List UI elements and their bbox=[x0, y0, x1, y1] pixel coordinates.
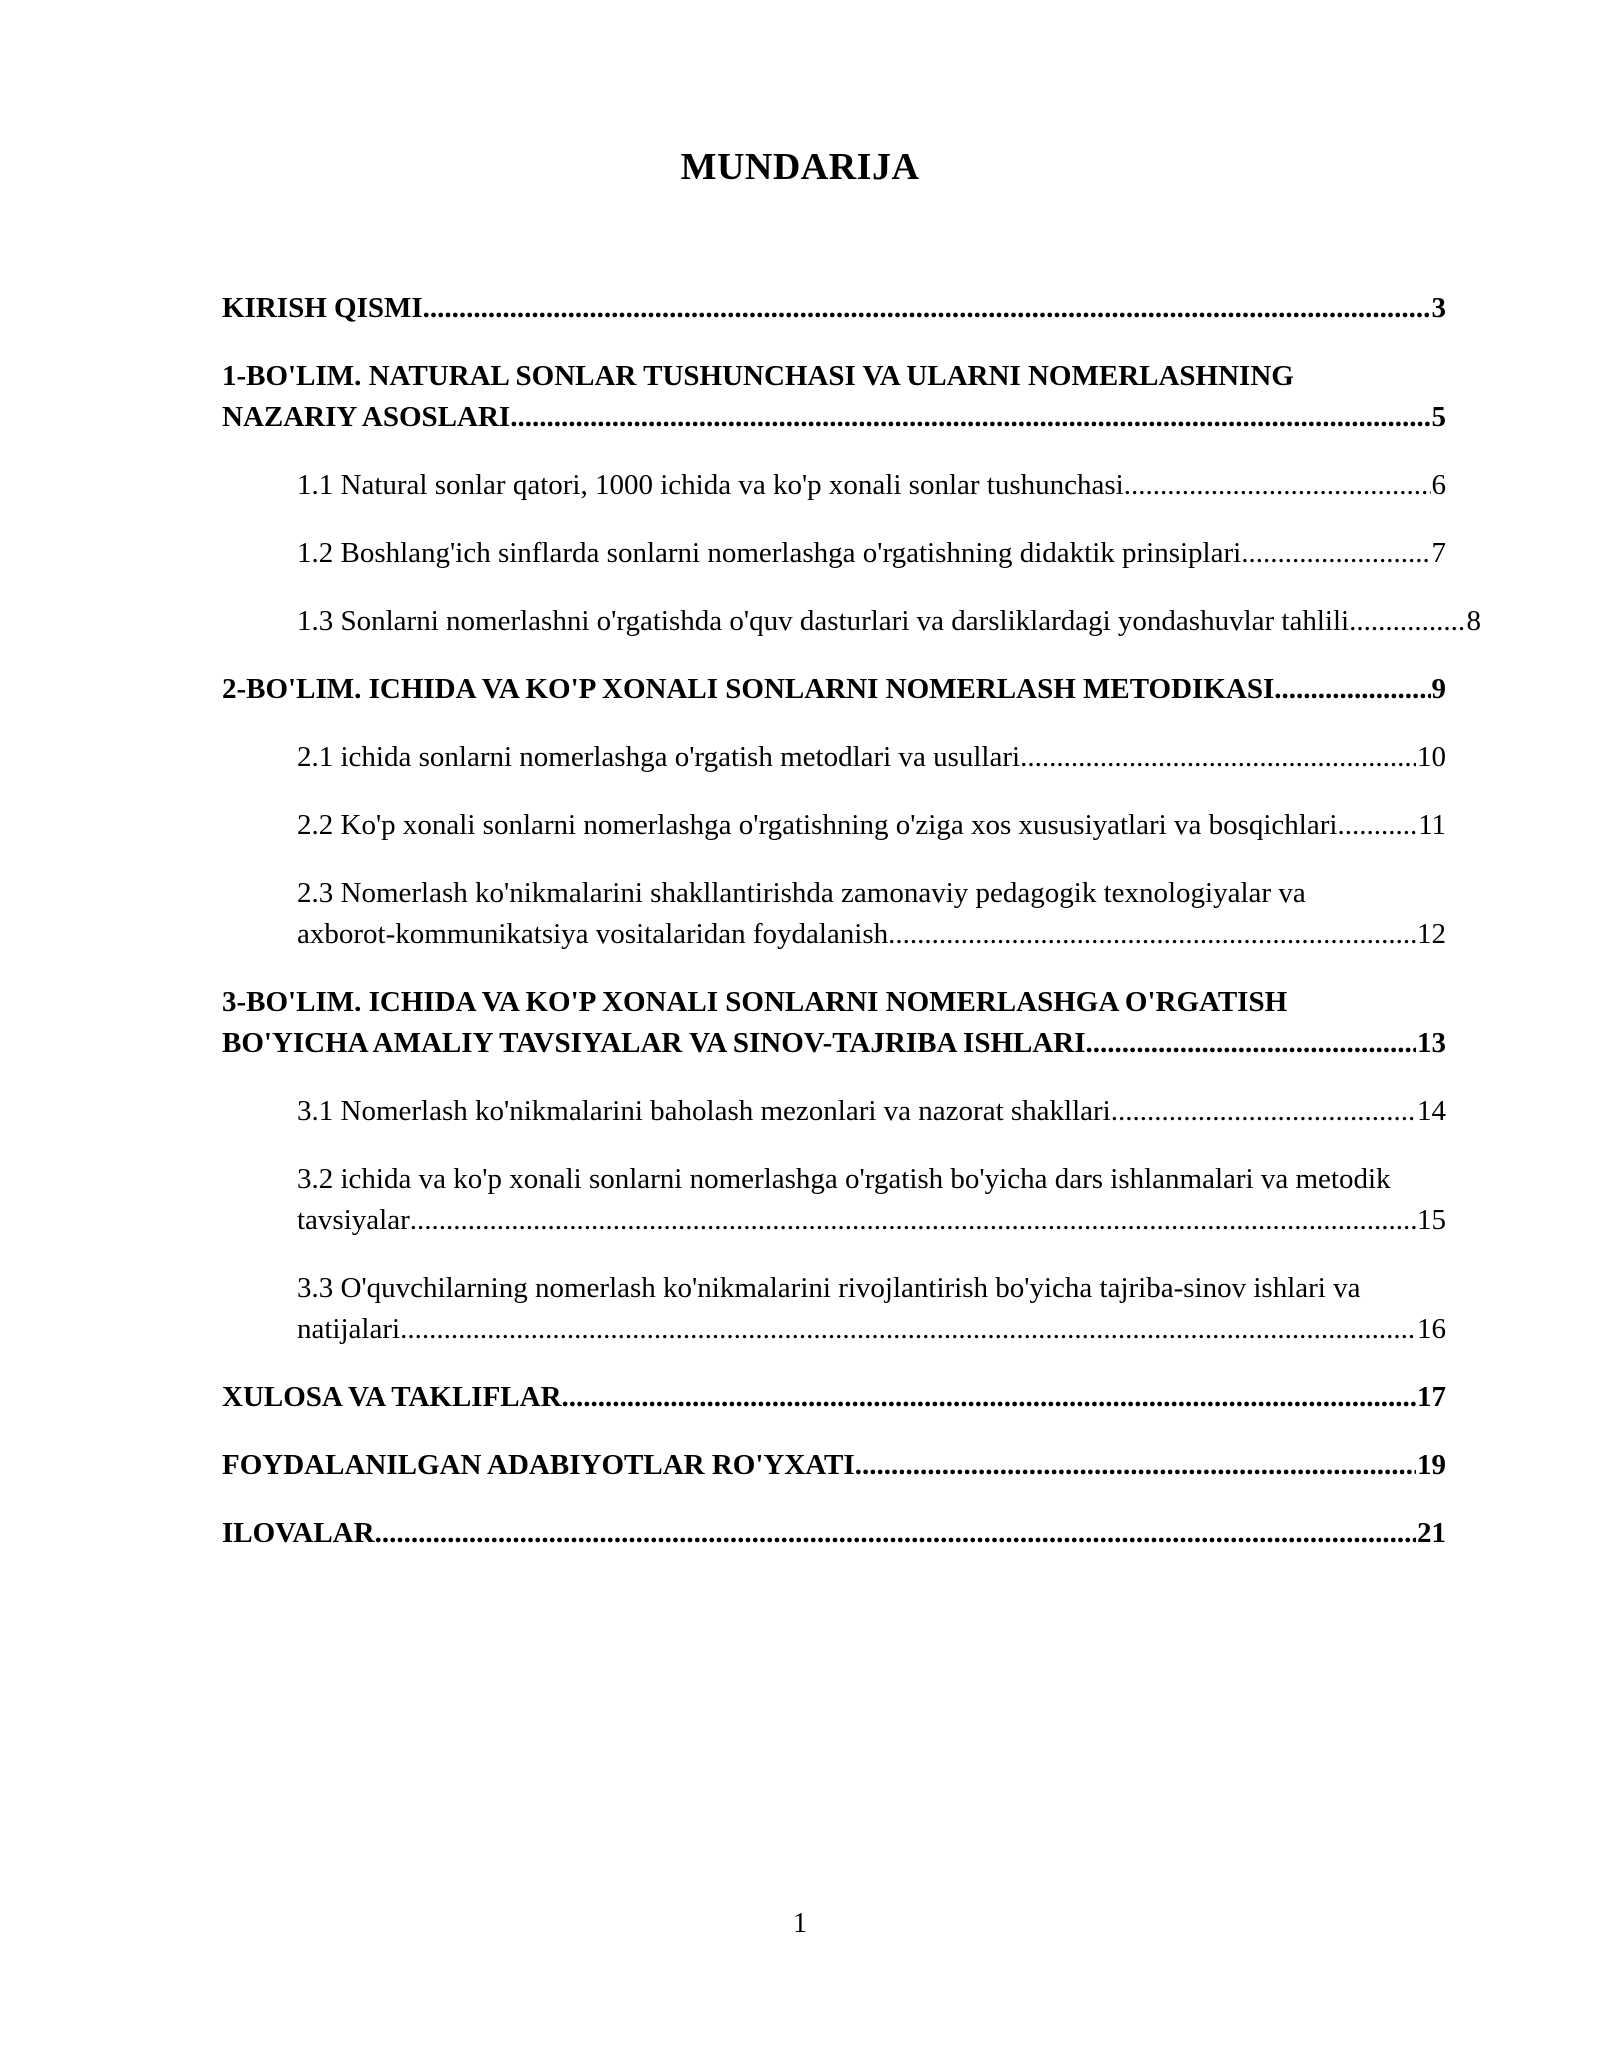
dot-leader bbox=[1337, 805, 1417, 846]
toc-entry-title: FOYDALANILGAN ADABIYOTLAR RO'YXATI bbox=[222, 1449, 855, 1481]
toc-page-number: 21 bbox=[1417, 1517, 1446, 1549]
toc-entry-title: 2-BO'LIM. ICHIDA VA KO'P XONALI SONLARNI NOMERLASH METODIKASI bbox=[222, 673, 1275, 705]
toc-page-number: 14 bbox=[1417, 1095, 1446, 1127]
toc-entry-title-line-2: BO'YICHA AMALIY TAVSIYALAR VA SINOV-TAJRIBA ISHLARI bbox=[222, 1027, 1086, 1059]
dot-leader bbox=[1241, 533, 1430, 574]
toc-entry-title: KIRISH QISMI bbox=[222, 292, 423, 324]
toc-entry-line bbox=[297, 1200, 1446, 1241]
toc-entry-title-line-2: axborot-kommunikatsiya vositalaridan foydalanish bbox=[297, 918, 889, 950]
toc-entry-title: XULOSA VA TAKLIFLAR bbox=[222, 1381, 562, 1413]
toc-page-number: 9 bbox=[1431, 673, 1446, 705]
toc-entry-1-2[interactable] bbox=[297, 533, 1446, 574]
dot-leader bbox=[1111, 1091, 1416, 1132]
dot-leader bbox=[888, 914, 1416, 955]
toc-page-number: 15 bbox=[1417, 1204, 1446, 1236]
dot-leader bbox=[510, 397, 1430, 438]
toc-entry-adabiyotlar[interactable] bbox=[222, 1445, 1446, 1486]
toc-page-number: 10 bbox=[1417, 741, 1446, 773]
toc-entry-line bbox=[297, 1091, 1446, 1132]
toc-entry-bolim-1[interactable] bbox=[222, 356, 1446, 438]
toc-entry-xulosa[interactable] bbox=[222, 1377, 1446, 1418]
toc-page-number: 6 bbox=[1431, 469, 1446, 501]
toc-entry-title-line-1: 3.3 O'quvchilarning nomerlash ko'nikmalarini rivojlantirish bo'yicha tajriba-sinov ishlari va bbox=[297, 1272, 1361, 1304]
toc-entry-title: 2.1 ichida sonlarni nomerlashga o'rgatish metodlari va usullari bbox=[297, 741, 1021, 773]
table-of-contents bbox=[222, 288, 1481, 1581]
toc-page-number: 3 bbox=[1431, 292, 1446, 324]
toc-entry-title-line-1: 3.2 ichida va ko'p xonali sonlarni nomerlashga o'rgatish bo'yicha dars ishlanmalari va metodik bbox=[297, 1163, 1391, 1195]
dot-leader bbox=[1124, 465, 1431, 506]
dot-leader bbox=[562, 1377, 1416, 1418]
toc-entry-3-1[interactable] bbox=[297, 1091, 1446, 1132]
toc-entry-3-2[interactable] bbox=[297, 1159, 1481, 1241]
toc-entry-bolim-2[interactable] bbox=[222, 669, 1446, 710]
toc-entry-title-line-1: 3-BO'LIM. ICHIDA VA KO'P XONALI SONLARNI NOMERLASHGA O'RGATISH bbox=[222, 986, 1288, 1018]
toc-entry-line bbox=[222, 288, 1446, 329]
toc-page-number: 8 bbox=[1466, 605, 1481, 637]
toc-page-number: 11 bbox=[1418, 809, 1446, 841]
toc-entry-title: 2.2 Ko'p xonali sonlarni nomerlashga o'rgatishning o'ziga xos xususiyatlari va bosqichlari bbox=[297, 809, 1338, 841]
dot-leader bbox=[1020, 737, 1416, 778]
toc-entry-line bbox=[297, 805, 1446, 846]
toc-entry-line bbox=[222, 1445, 1446, 1486]
toc-entry-line bbox=[297, 914, 1446, 955]
toc-page-number: 12 bbox=[1417, 918, 1446, 950]
dot-leader bbox=[410, 1200, 1416, 1241]
toc-entry-kirish[interactable] bbox=[222, 288, 1446, 329]
toc-entry-title-line-1: 2.3 Nomerlash ko'nikmalarini shakllantirishda zamonaviy pedagogik texnologiyalar va bbox=[297, 877, 1306, 909]
toc-entry-2-3[interactable] bbox=[297, 873, 1446, 955]
page-title: MUNDARIJA bbox=[680, 146, 920, 188]
toc-entry-title: 1.1 Natural sonlar qatori, 1000 ichida va ko'p xonali sonlar tushunchasi bbox=[297, 469, 1124, 501]
toc-entry-line bbox=[222, 397, 1446, 438]
page-number: 1 bbox=[793, 1908, 807, 1939]
dot-leader bbox=[423, 288, 1431, 329]
toc-entry-title: ILOVALAR bbox=[222, 1517, 375, 1549]
toc-page-number: 7 bbox=[1431, 537, 1446, 569]
toc-entry-ilovalar[interactable] bbox=[222, 1513, 1446, 1554]
toc-entry-line bbox=[297, 737, 1446, 778]
toc-entry-title-line-2: tavsiyalar bbox=[297, 1204, 410, 1236]
toc-entry-2-2[interactable] bbox=[297, 805, 1446, 846]
toc-entry-line bbox=[222, 1513, 1446, 1554]
toc-entry-line bbox=[297, 601, 1481, 642]
dot-leader bbox=[400, 1309, 1416, 1350]
dot-leader bbox=[1086, 1023, 1416, 1064]
toc-page-number: 19 bbox=[1417, 1449, 1446, 1481]
toc-entry-title-line-2: natijalari bbox=[297, 1313, 401, 1345]
dot-leader bbox=[1274, 669, 1430, 710]
toc-entry-1-1[interactable] bbox=[297, 465, 1446, 506]
toc-entry-title-line-2: NAZARIY ASOSLARI bbox=[222, 401, 511, 433]
toc-page-number: 16 bbox=[1417, 1313, 1446, 1345]
toc-entry-line bbox=[222, 1377, 1446, 1418]
toc-entry-line bbox=[297, 465, 1446, 506]
toc-entry-line bbox=[222, 669, 1446, 710]
toc-entry-bolim-3[interactable] bbox=[222, 982, 1446, 1064]
toc-page-number: 17 bbox=[1417, 1381, 1446, 1413]
toc-page-number: 13 bbox=[1417, 1027, 1446, 1059]
dot-leader bbox=[1349, 601, 1465, 642]
toc-entry-line bbox=[297, 1309, 1446, 1350]
toc-entry-3-3[interactable] bbox=[297, 1268, 1446, 1350]
toc-entry-line bbox=[297, 533, 1446, 574]
toc-entry-1-3[interactable] bbox=[297, 601, 1481, 642]
toc-entry-title-line-1: 1-BO'LIM. NATURAL SONLAR TUSHUNCHASI VA ULARNI NOMERLASHNING bbox=[222, 360, 1294, 392]
toc-entry-line bbox=[222, 1023, 1446, 1064]
dot-leader bbox=[375, 1513, 1416, 1554]
toc-entry-title: 1.2 Boshlang'ich sinflarda sonlarni nomerlashga o'rgatishning didaktik prinsiplari bbox=[297, 537, 1242, 569]
toc-entry-2-1[interactable] bbox=[297, 737, 1446, 778]
toc-page-number: 5 bbox=[1431, 401, 1446, 433]
dot-leader bbox=[855, 1445, 1416, 1486]
toc-entry-title: 3.1 Nomerlash ko'nikmalarini baholash mezonlari va nazorat shakllari bbox=[297, 1095, 1111, 1127]
toc-entry-title: 1.3 Sonlarni nomerlashni o'rgatishda o'quv dasturlari va darsliklardagi yondashuvlar tahlili bbox=[297, 605, 1350, 637]
